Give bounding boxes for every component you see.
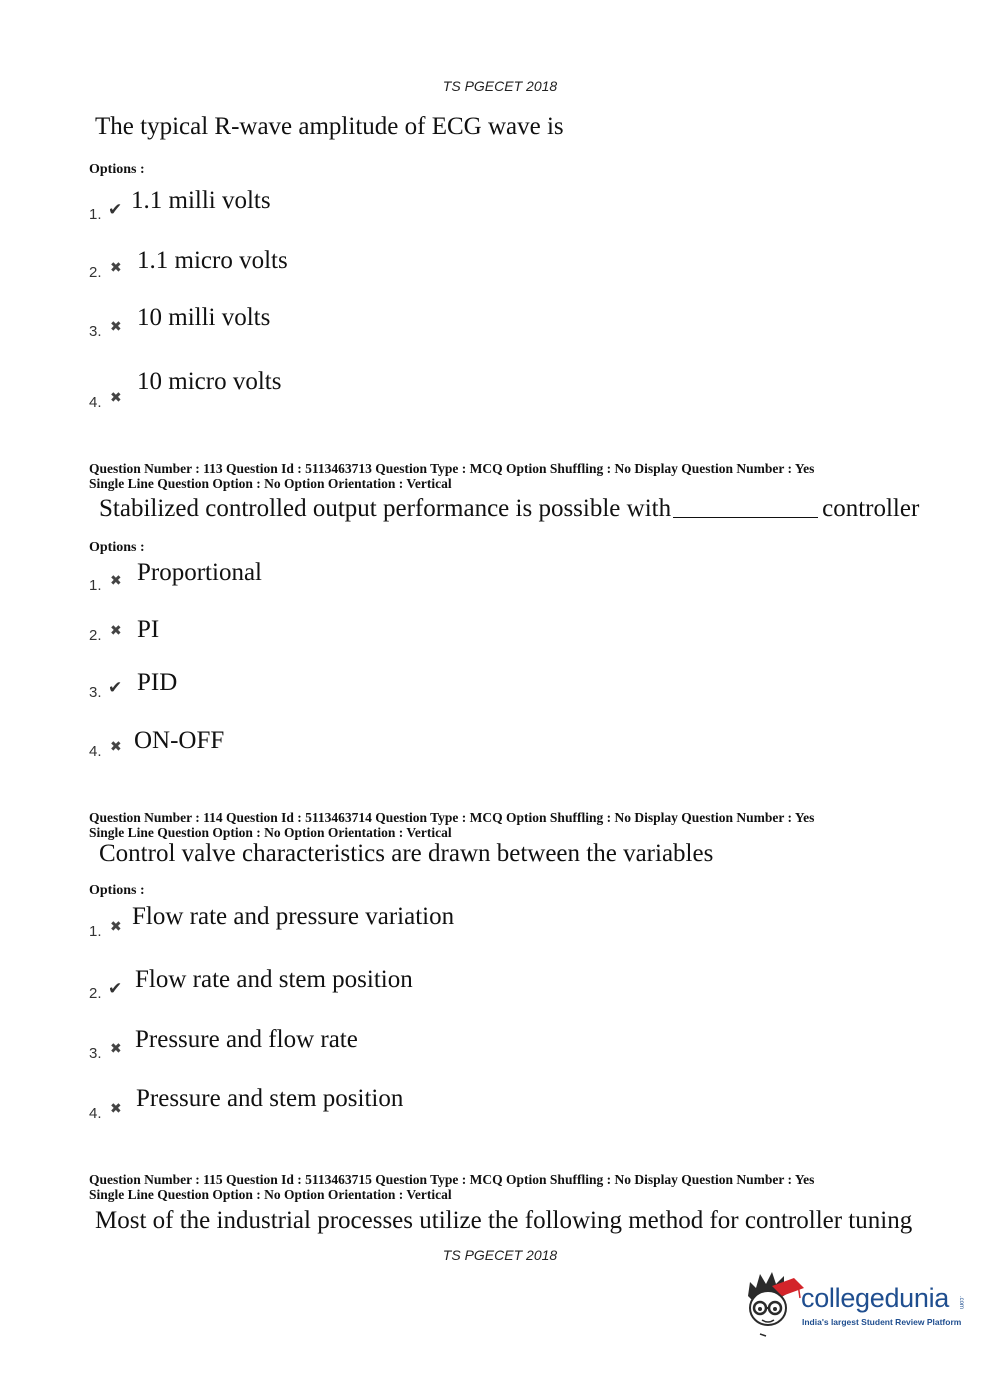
question-114-text: Control valve characteristics are drawn between the variables: [99, 840, 714, 867]
option-text: 10 milli volts: [137, 304, 271, 331]
question-113-text: [99, 495, 919, 523]
option-number: 1.: [89, 206, 102, 223]
answer-blank: [673, 497, 818, 518]
question-115-text: Most of the industrial processes utilize the following method for controller tuning: [95, 1207, 913, 1234]
logo-suffix: .com: [958, 1296, 964, 1310]
option-number: 4.: [89, 1105, 102, 1122]
option-number: 3.: [89, 1045, 102, 1062]
options-label: Options :: [89, 162, 145, 177]
page-footer: TS PGECET 2018: [442, 1247, 558, 1263]
option-number: 3.: [89, 323, 102, 340]
cross-icon: ✖: [110, 623, 122, 639]
options-label: Options :: [89, 540, 145, 555]
meta-line: Single Line Question Option : No Option Orientation : Vertical: [89, 825, 452, 840]
option-text: PID: [137, 669, 178, 696]
option-text: Pressure and stem position: [136, 1085, 404, 1112]
meta-line: Single Line Question Option : No Option Orientation : Vertical: [89, 476, 452, 491]
option-text: Flow rate and pressure variation: [132, 903, 455, 930]
check-icon: ✔: [108, 200, 123, 220]
option-number: 4.: [89, 394, 102, 411]
cross-icon: ✖: [110, 319, 122, 335]
logo-tagline: India's largest Student Review Platform: [802, 1317, 962, 1327]
option-number: 3.: [89, 684, 102, 701]
option-number: 2.: [89, 627, 102, 644]
option-text: 10 micro volts: [137, 368, 282, 395]
cross-icon: ✖: [110, 390, 122, 406]
option-number: 4.: [89, 743, 102, 760]
option-text: Pressure and flow rate: [135, 1026, 358, 1053]
meta-line: Question Number : 114 Question Id : 5113463714 Question Type : MCQ Option Shuffling : No Display Question Number : Yes: [89, 810, 815, 825]
meta-line: Single Line Question Option : No Option Orientation : Vertical: [89, 1187, 452, 1202]
check-icon: ✔: [108, 678, 123, 698]
question-114-meta: [89, 810, 814, 840]
logo-wordmark: collegedunia: [801, 1283, 950, 1313]
cross-icon: ✖: [110, 1101, 122, 1117]
cross-icon: ✖: [110, 260, 122, 276]
meta-line: Question Number : 115 Question Id : 5113463715 Question Type : MCQ Option Shuffling : No Display Question Number : Yes: [89, 1172, 815, 1187]
question-text-part: Stabilized controlled output performance is possible with: [99, 495, 672, 522]
check-icon: ✔: [108, 979, 123, 999]
cross-icon: ✖: [110, 739, 122, 755]
option-text: Flow rate and stem position: [135, 966, 413, 993]
option-number: 1.: [89, 577, 102, 594]
cross-icon: ✖: [110, 1041, 122, 1057]
option-text: ON-OFF: [134, 727, 225, 754]
question-text-part: controller: [822, 495, 920, 522]
option-text: PI: [137, 616, 160, 643]
cross-icon: ✖: [110, 573, 122, 589]
option-text: 1.1 micro volts: [137, 247, 288, 274]
cross-icon: ✖: [110, 919, 122, 935]
option-text: 1.1 milli volts: [131, 187, 271, 214]
question-113-meta: [89, 461, 814, 491]
page-header: TS PGECET 2018: [442, 78, 558, 94]
options-label: Options :: [89, 883, 145, 898]
question-115-meta: [89, 1172, 814, 1202]
question-112-text: The typical R-wave amplitude of ECG wave is: [95, 113, 564, 140]
meta-line: Question Number : 113 Question Id : 5113463713 Question Type : MCQ Option Shuffling : No Display Question Number : Yes: [89, 461, 815, 476]
option-number: 1.: [89, 923, 102, 940]
option-text: Proportional: [137, 559, 262, 586]
option-number: 2.: [89, 985, 102, 1002]
option-number: 2.: [89, 264, 102, 281]
